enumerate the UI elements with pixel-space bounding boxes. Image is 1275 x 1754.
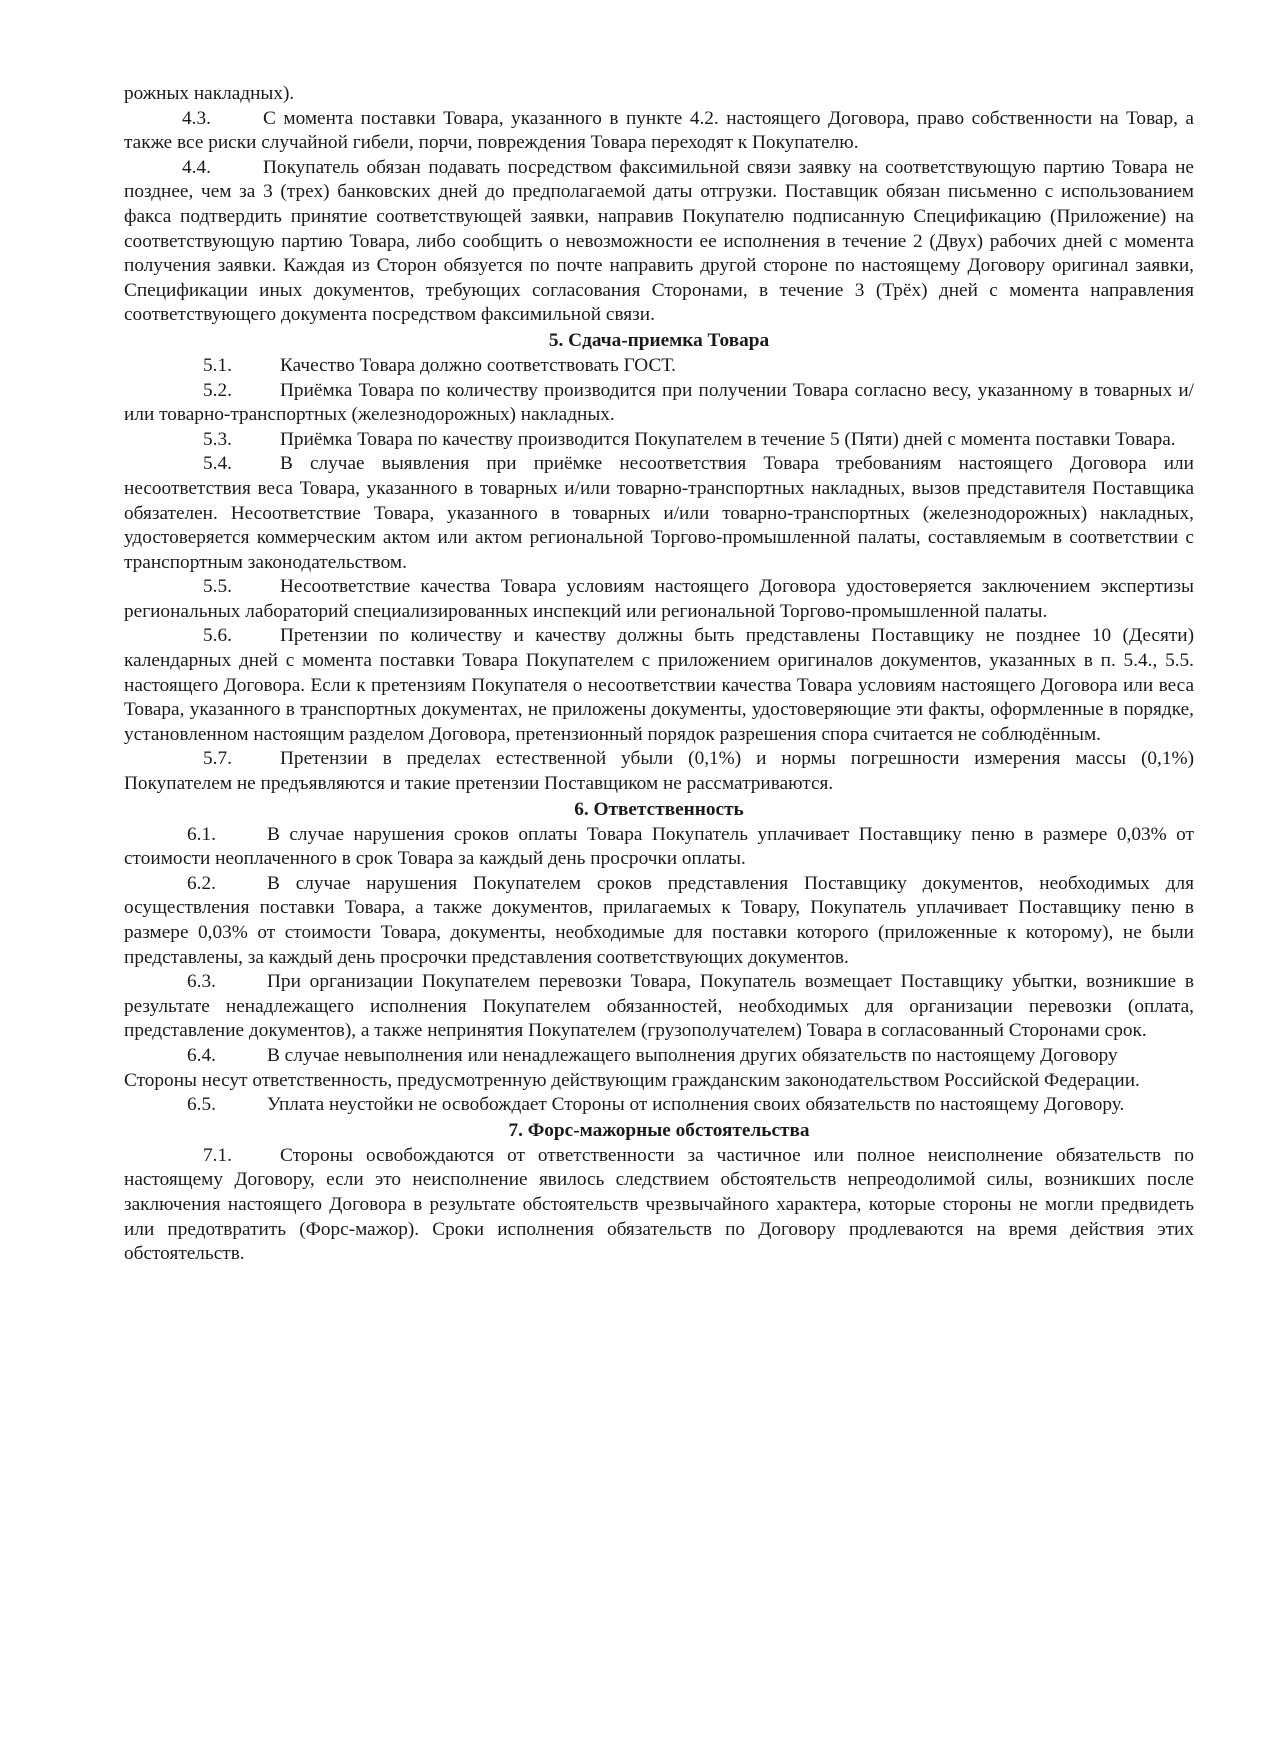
clause-text: Качество Товара должно соответствовать ГОСТ.: [280, 354, 676, 376]
paragraph-continuation: рожных накладных).: [124, 83, 295, 104]
clause-number: 5.4.: [203, 453, 232, 475]
section-6-title: 6. Ответственность: [574, 798, 744, 820]
clause-text: Покупатель обязан подавать посредством факсимильной связи заявку на соответствующую партию Товара не позднее, чем за 3 (трех) банковских дней до предполагаемой даты отгрузки. Поставщик обязан письменно с использованием факса подтвердить принятие соответствующей заявки, направив Покупателю подписанную Спецификацию (Приложение) на соответствующую партию Товара, либо сообщить о невозможности ее исполнения в течение 2 (Двух) рабочих дней с момента получения заявки. Каждая из Сторон обязуется по почте направить другой стороне по настоящему Договору оригинал заявки, Спецификации иных документов, требующих согласования Сторонами, в течение 3 (Трёх) дней с момента направления соответствующего документа посредством факсимильной связи.: [124, 156, 1194, 326]
clause-number: 4.4.: [182, 156, 211, 178]
clause-number: 5.6.: [203, 625, 232, 647]
clause-text: В случае нарушения сроков оплаты Товара Покупатель уплачивает Поставщику пеню в размере 0,03% от стоимости неоплаченного в срок Товара за каждый день просрочки оплаты.: [124, 823, 1194, 870]
clause-number: 6.5.: [187, 1094, 216, 1116]
clause-text: Приёмка Товара по качеству производится Покупателем в течение 5 (Пяти) дней с момента поставки Товара.: [280, 428, 1176, 450]
clause-5-7: [124, 747, 1194, 796]
clause-6-1: [124, 823, 1194, 872]
clause-number: 5.2.: [203, 379, 232, 401]
clause-5-6: [124, 624, 1194, 747]
clause-6-4: [124, 1044, 1194, 1093]
clause-5-4: [124, 452, 1194, 575]
clause-text: Уплата неустойки не освобождает Стороны от исполнения своих обязательств по настоящему Договору.: [267, 1094, 1125, 1116]
clause-text: Стороны освобождаются от ответственности за частичное или полное неисполнение обязательств по настоящему Договору, если это неисполнение явилось следствием обстоятельств непреодолимой силы, возникших после заключения настоящего Договора в результате обстоятельств чрезвычайного характера, которые стороны не могли предвидеть или предотвратить (Форс-мажор). Сроки исполнения обязательств по Договору продлеваются на время действия этих обстоятельств.: [124, 1144, 1194, 1265]
section-5-title: 5. Сдача-приемка Товара: [548, 329, 770, 351]
clause-6-5: [124, 1093, 1194, 1118]
clause-number: 5.7.: [203, 748, 232, 770]
clause-text: В случае нарушения Покупателем сроков представления Поставщику документов, необходимых для осуществления поставки Товара, а также документов, прилагаемых к Товару, Покупатель уплачивает Поставщику пеню в размере 0,03% от стоимости Товара, документы, необходимые для поставки которого (приложенные к которому), не были представлены, за каждый день просрочки представления соответствующих документов.: [124, 872, 1194, 968]
clause-6-2: [124, 872, 1194, 970]
clause-6-3: [124, 970, 1194, 1044]
document-page: [124, 82, 1194, 1267]
clause-text: В случае невыполнения или ненадлежащего выполнения других обязательств по настоящему Договору Стороны несут ответственность, предусмотренную действующим гражданским законодательством Российской Федерации.: [124, 1044, 1140, 1091]
section-7-title: 7. Форс-мажорные обстоятельства: [508, 1119, 810, 1141]
clause-7-1: [124, 1144, 1194, 1267]
clause-number: 6.1.: [187, 823, 216, 845]
clause-text: В случае выявления при приёмке несоответствия Товара требованиям настоящего Договора или несоответствия веса Товара, указанного в товарных и/или товарно-транспортных накладных, вызов представителя Поставщика обязателен. Несоответствие Товара, указанного в товарных и/или товарно-транспортных (железнодорожных) накладных, удостоверяется коммерческим актом или актом региональной Торгово-промышленной палаты, составляемым в соответствии с транспортным законодательством.: [124, 453, 1194, 573]
clause-text: С момента поставки Товара, указанного в пункте 4.2. настоящего Договора, право собственности на Товар, а также все риски случайной гибели, порчи, повреждения Товара переходят к Покупателю.: [124, 107, 1194, 154]
clause-number: 5.3.: [203, 428, 232, 450]
clause-number: 4.3.: [182, 107, 211, 129]
clause-number: 6.4.: [187, 1044, 216, 1066]
clause-text: Приёмка Товара по количеству производится при получении Товара согласно весу, указанному в товарных и/или товарно-транспортных (железнодорожных) накладных.: [124, 379, 1194, 426]
clause-text: При организации Покупателем перевозки Товара, Покупатель возмещает Поставщику убытки, возникшие в результате ненадлежащего исполнения Покупателем обязанностей, необходимых для организации перевозки (оплата, представление документов), а также непринятия Покупателем (грузополучателем) Товара в согласованный Сторонами срок.: [124, 971, 1194, 1042]
clause-number: 7.1.: [203, 1144, 232, 1166]
clause-number: 6.2.: [187, 872, 216, 894]
clause-4-3: [124, 107, 1194, 156]
clause-5-5: [124, 575, 1194, 624]
clause-number: 6.3.: [187, 971, 216, 993]
clause-text: Претензии по количеству и качеству должны быть представлены Поставщику не позднее 10 (Десяти) календарных дней с момента поставки Товара Покупателем с приложением оригиналов документов, указанных в п. 5.4., 5.5. настоящего Договора. Если к претензиям Покупателя о несоответствии качества Товара условиям настоящего Договора или веса Товара, указанного в транспортных документах, не приложены документы, удостоверяющие эти факты, оформленные в порядке, установленном настоящим разделом Договора, претензионный порядок разрешения спора считается не соблюдённым.: [124, 625, 1194, 745]
clause-5-1: [124, 354, 1194, 379]
clause-number: 5.5.: [203, 576, 232, 598]
clause-text: Претензии в пределах естественной убыли (0,1%) и нормы погрешности измерения массы (0,1%) Покупателем не предъявляются и такие претензии Поставщиком не рассматриваются.: [124, 748, 1194, 795]
clause-text: Несоответствие качества Товара условиям настоящего Договора удостоверяется заключением экспертизы региональных лабораторий специализированных инспекций или региональной Торгово-промышленной палаты.: [124, 576, 1194, 622]
clause-4-4: [124, 156, 1194, 328]
clause-number: 5.1.: [203, 354, 232, 376]
clause-5-2: [124, 379, 1194, 428]
clause-5-3: [124, 428, 1194, 453]
